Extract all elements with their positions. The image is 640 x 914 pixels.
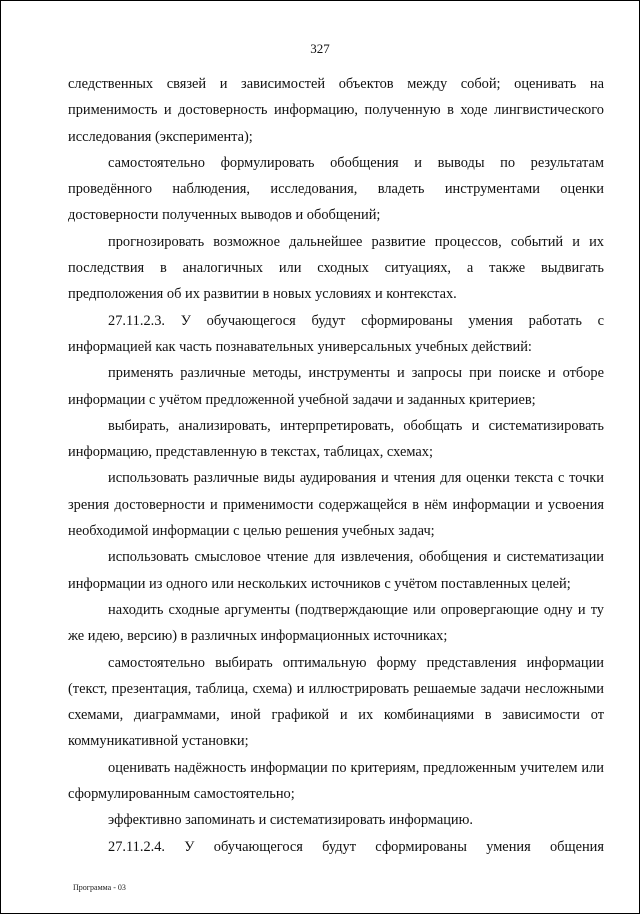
paragraph: прогнозировать возможное дальнейшее развитие процессов, событий и их последствия в аналогичных или сходных ситуациях, а также выдвигать предположения об их развитии в новых условиях и контекстах. xyxy=(68,233,604,303)
paragraph: использовать смысловое чтение для извлечения, обобщения и систематизации информации из одного или нескольких источников с учётом поставленных целей; xyxy=(68,549,604,592)
section-heading-27-11-2-3: 27.11.2.3. У обучающегося будут сформированы умения работать с информацией как часть познавательных универсальных учебных действий: xyxy=(68,312,604,355)
footer-label: Программа - 03 xyxy=(73,883,126,892)
paragraph: следственных связей и зависимостей объектов между собой; оценивать на применимость и достоверность информацию, полученную в ходе лингвистического исследования (эксперимента); xyxy=(68,76,604,145)
section-heading-27-11-2-4: 27.11.2.4. У обучающегося будут сформированы умения общения xyxy=(108,838,604,855)
paragraph: выбирать, анализировать, интерпретировать, обобщать и систематизировать информацию, представленную в текстах, таблицах, схемах; xyxy=(68,417,604,461)
paragraph: применять различные методы, инструменты и запросы при поиске и отборе информации с учётом предложенной учебной задачи и заданных критериев; xyxy=(68,365,604,408)
paragraph: находить сходные аргументы (подтверждающие или опровергающие одну и ту же идею, версию) в различных информационных источниках; xyxy=(68,601,604,645)
paragraph: самостоятельно выбирать оптимальную форму представления информации (текст, презентация, таблица, схема) и иллюстрировать решаемые задачи несложными схемами, диаграммами, иной графикой и их комбинациями в зависимости от коммуникативной установки; xyxy=(68,654,604,750)
paragraph: использовать различные виды аудирования и чтения для оценки текста с точки зрения достоверности и применимости содержащейся в нём информации и усвоения необходимой информации с целью решения учебных задач; xyxy=(68,470,604,540)
page-number: 327 xyxy=(310,41,330,56)
body-text xyxy=(68,71,604,860)
paragraph: самостоятельно формулировать обобщения и выводы по результатам проведённого наблюдения, исследования, владеть инструментами оценки достоверности полученных выводов и обобщений; xyxy=(68,154,604,224)
paragraph: оценивать надёжность информации по критериям, предложенным учителем или сформулированным самостоятельно; xyxy=(68,759,604,803)
paragraph: эффективно запоминать и систематизировать информацию. xyxy=(108,812,473,829)
